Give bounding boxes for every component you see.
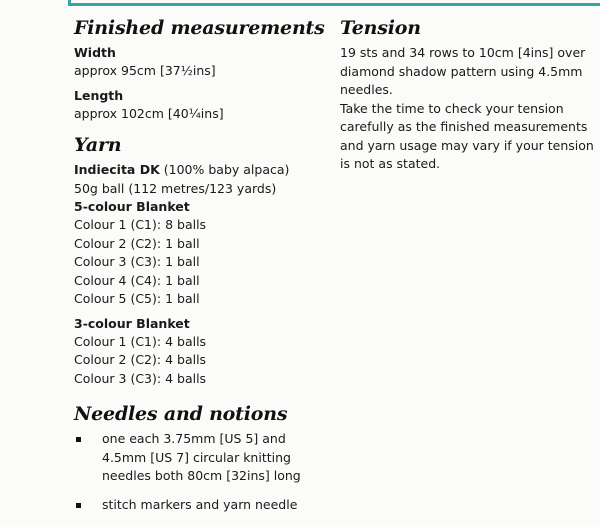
- tension-line: needles.: [340, 82, 393, 97]
- notions-list: [74, 430, 336, 514]
- blanket-5-title: 5-colour Blanket: [74, 199, 190, 214]
- yarn-brand-line: [74, 161, 336, 180]
- length-value: approx 102cm [40¼ins]: [74, 105, 224, 121]
- bullet-square-icon: [76, 503, 81, 508]
- blanket-3-colour: Colour 3 (C3): 4 balls: [74, 370, 207, 386]
- notion-line: one each 3.75mm [US 5] and: [102, 431, 286, 446]
- width-value: approx 95cm [37½ins]: [74, 63, 216, 78]
- bullet-square-icon: [76, 437, 81, 442]
- tension-heading: Tension: [340, 17, 421, 39]
- left-column: [74, 16, 336, 524]
- yarn-brand: Indiecita DK: [74, 162, 160, 177]
- tension-line: and yarn usage may vary if your tension: [340, 137, 594, 153]
- yarn-fibre: (100% baby alpaca): [163, 162, 290, 177]
- yarn-ball: 50g ball (112 metres/123 yards): [74, 180, 277, 196]
- notion-line: stitch markers and yarn needle: [102, 496, 298, 512]
- yarn-heading: Yarn: [74, 134, 122, 156]
- tension-line: Take the time to check your tension: [340, 100, 564, 116]
- right-column: [340, 16, 596, 174]
- list-item: [74, 430, 336, 486]
- blanket-5-colour: Colour 5 (C5): 1 ball: [74, 291, 200, 306]
- top-accent-rule: [68, 0, 600, 6]
- tension-line: carefully as the finished measurements: [340, 119, 588, 134]
- needles-heading: Needles and notions: [74, 403, 288, 425]
- length-label: Length: [74, 87, 124, 103]
- tension-paragraph-2: [340, 100, 596, 174]
- tension-line: is not as stated.: [340, 156, 441, 171]
- width-label: Width: [74, 45, 116, 60]
- list-item: [74, 496, 336, 515]
- blanket-3-colour: Colour 1 (C1): 4 balls: [74, 333, 207, 349]
- tension-line: 19 sts and 34 rows to 10cm [4ins] over: [340, 45, 586, 60]
- blanket-3-colour: Colour 2 (C2): 4 balls: [74, 352, 207, 367]
- notion-line: needles both 80cm [32ins] long: [102, 468, 301, 483]
- blanket-5-colour: Colour 4 (C4): 1 ball: [74, 272, 200, 288]
- blanket-5-colour: Colour 3 (C3): 1 ball: [74, 254, 200, 269]
- tension-line: diamond shadow pattern using 4.5mm: [340, 63, 583, 79]
- finished-measurements-heading: Finished measurements: [74, 17, 325, 39]
- notion-line: 4.5mm [US 7] circular knitting: [102, 449, 291, 465]
- blanket-5-colour: Colour 1 (C1): 8 balls: [74, 217, 207, 232]
- blanket-3-title: 3-colour Blanket: [74, 315, 190, 331]
- tension-paragraph-1: [340, 44, 596, 100]
- blanket-5-colour: Colour 2 (C2): 1 ball: [74, 235, 200, 251]
